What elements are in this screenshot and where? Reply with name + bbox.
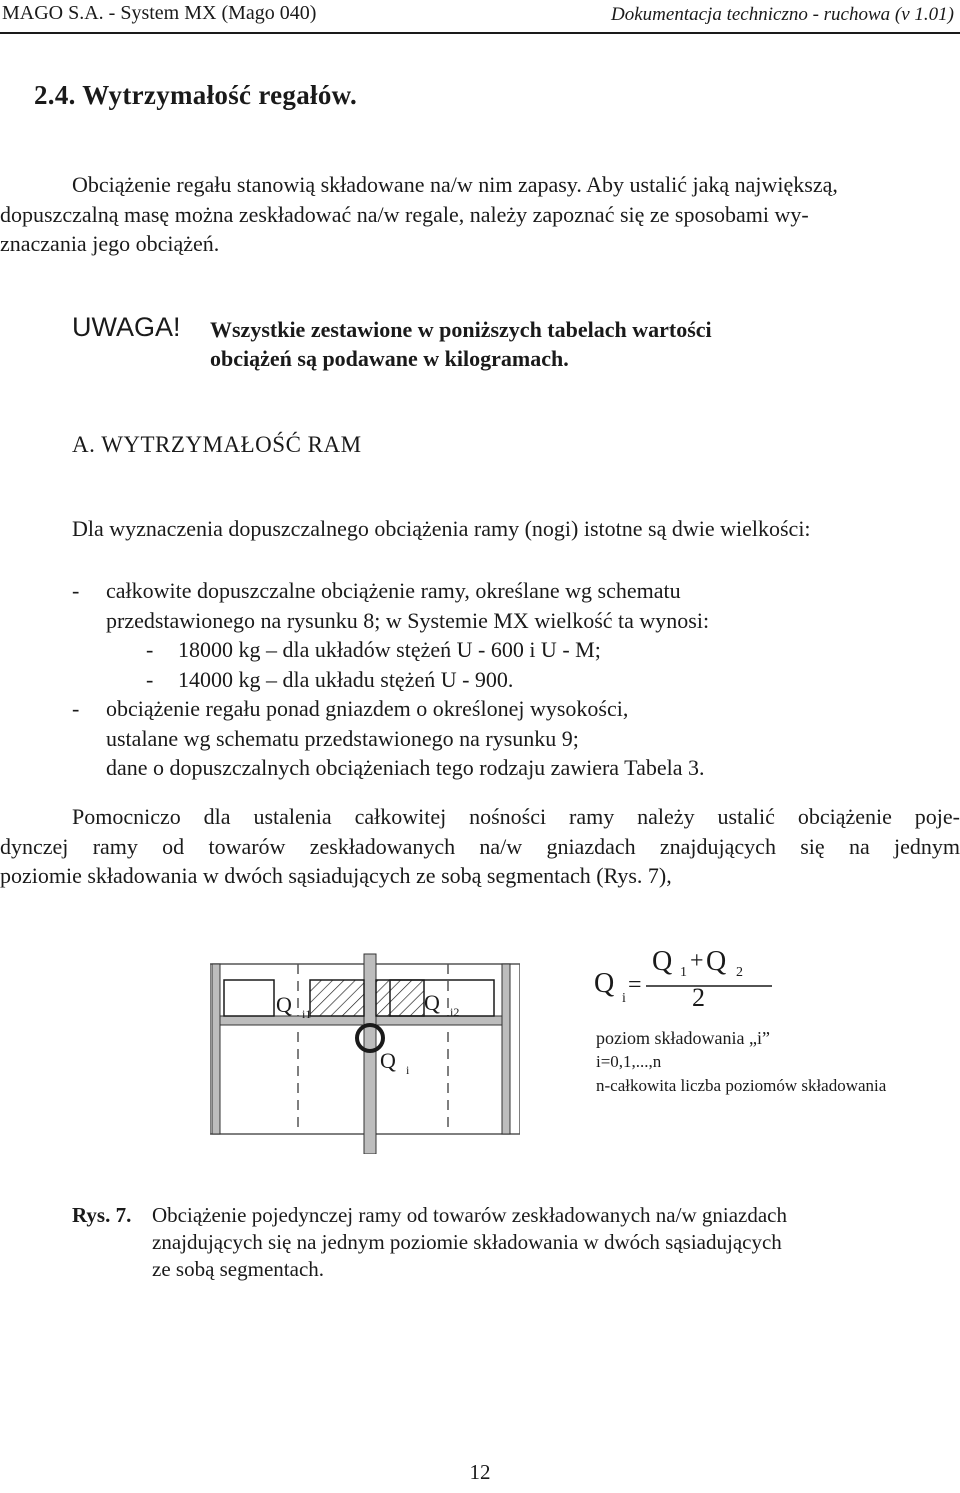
caption-line-1: Obciążenie pojedynczej ramy od towarów zeskładowanych na/w gniazdach — [152, 1203, 787, 1227]
header-right: Dokumentacja techniczno - ruchowa (v 1.01) — [611, 4, 954, 25]
q-left-label: Q — [276, 992, 292, 1017]
list-item-1-line-2: przedstawionego na rysunku 8; w Systemie MX wielkość ta wynosi: — [106, 607, 710, 633]
caption-label: Rys. 7. — [72, 1203, 132, 1227]
list-item-1-line-1: całkowite dopuszczalne obciążenie ramy, określane wg schematu — [106, 578, 681, 603]
list-dash: - — [72, 696, 80, 721]
uwaga-line-1: Wszystkie zestawione w poniższych tabelach wartości — [210, 317, 712, 342]
intro-line-2: dopuszczalną masę można zeskładować na/w regale, należy zapoznać się ze sposobami wy- — [0, 201, 809, 227]
section-title: 2.4. Wytrzymałość regałów. — [34, 80, 357, 110]
q-center-sub: i — [406, 1063, 410, 1077]
para3-line-3: poziomie składowania w dwóch sąsiadujących ze sobą segmentach (Rys. 7), — [0, 863, 672, 888]
header-rule — [0, 32, 960, 34]
intro-paragraph — [0, 170, 960, 259]
q-left-sub: i1 — [302, 1007, 312, 1021]
formula-plus: + — [690, 948, 704, 974]
uwaga-line-2: obciążeń są podawane w kilogramach. — [210, 346, 569, 371]
rack-frame-diagram — [210, 944, 520, 1154]
caption-line-2: znajdujących się na jednym poziomie składowania w dwóch sąsiadujących — [152, 1230, 782, 1254]
legend-line-2: i=0,1,...,n — [596, 1052, 662, 1071]
list-item-2-line-3: dane o dopuszczalnych obciążeniach tego rodzaju zawiera Tabela 3. — [106, 755, 705, 780]
list-item-2-line-2: ustalane wg schematu przedstawionego na rysunku 9; — [106, 725, 579, 751]
formula-lhs-sub: i — [622, 991, 626, 1006]
list-dash: - — [72, 578, 80, 603]
legend-line-3: n-całkowita liczba poziomów składowania — [596, 1076, 887, 1095]
q-right-sub: i2 — [450, 1005, 460, 1019]
left-load-box — [224, 980, 274, 1016]
right-beam — [376, 1016, 502, 1025]
right-hatched-load — [376, 980, 424, 1016]
uwaga-label: UWAGA! — [72, 312, 181, 342]
intro-line-3: znaczania jego obciążeń. — [0, 231, 220, 256]
left-beam — [220, 1016, 364, 1025]
para3-line-2: dynczej ramy od towarów zeskładowanych na/w gniazdach znajdujących się na jednym — [0, 833, 960, 859]
formula-eq: = — [628, 972, 642, 998]
paragraph-2: Dla wyznaczenia dopuszczalnego obciążenia ramy (nogi) istotne są dwie wielkości: — [72, 516, 811, 541]
sublist-dash: - — [146, 637, 154, 662]
caption-text — [152, 1202, 960, 1283]
paragraph-3 — [0, 802, 960, 891]
right-post — [502, 964, 510, 1134]
intro-line-1: Obciążenie regału stanowią składowane na/w nim zapasy. Aby ustalić jaką największą, — [72, 172, 838, 197]
center-post — [364, 954, 376, 1154]
formula-lhs: Q — [594, 968, 615, 999]
formula-num-q2: Q — [706, 946, 727, 977]
left-hatched-load — [310, 980, 364, 1016]
para3-line-1: Pomocniczo dla ustalenia całkowitej nośności ramy należy ustalić obciążenie poje- — [72, 804, 960, 829]
figure-caption — [72, 1202, 952, 1286]
q-right-label: Q — [424, 990, 440, 1015]
subsection-title: A. WYTRZYMAŁOŚĆ RAM — [72, 432, 362, 457]
formula-num-sub2: 2 — [736, 965, 743, 980]
q-center-label: Q — [380, 1048, 396, 1073]
sublist-dash: - — [146, 666, 154, 692]
left-post — [212, 964, 220, 1134]
sublist-item-1: 18000 kg – dla układów stężeń U - 600 i U - M; — [178, 637, 601, 662]
header-left: MAGO S.A. - System MX (Mago 040) — [2, 2, 317, 24]
formula-num-q1: Q — [652, 946, 673, 977]
caption-line-3: ze sobą segmentach. — [152, 1257, 325, 1281]
formula-den: 2 — [692, 983, 705, 1012]
formula-legend — [596, 1026, 886, 1098]
load-formula — [588, 940, 948, 1020]
sublist-item-2: 14000 kg – dla układu stężeń U - 900. — [178, 666, 514, 692]
page-number: 12 — [469, 1460, 491, 1484]
uwaga-text — [210, 315, 712, 373]
legend-line-1: poziom składowania „i” — [596, 1028, 770, 1048]
formula-num-sub1: 1 — [680, 965, 687, 980]
list-item-2-line-1: obciążenie regału ponad gniazdem o określonej wysokości, — [106, 696, 629, 721]
